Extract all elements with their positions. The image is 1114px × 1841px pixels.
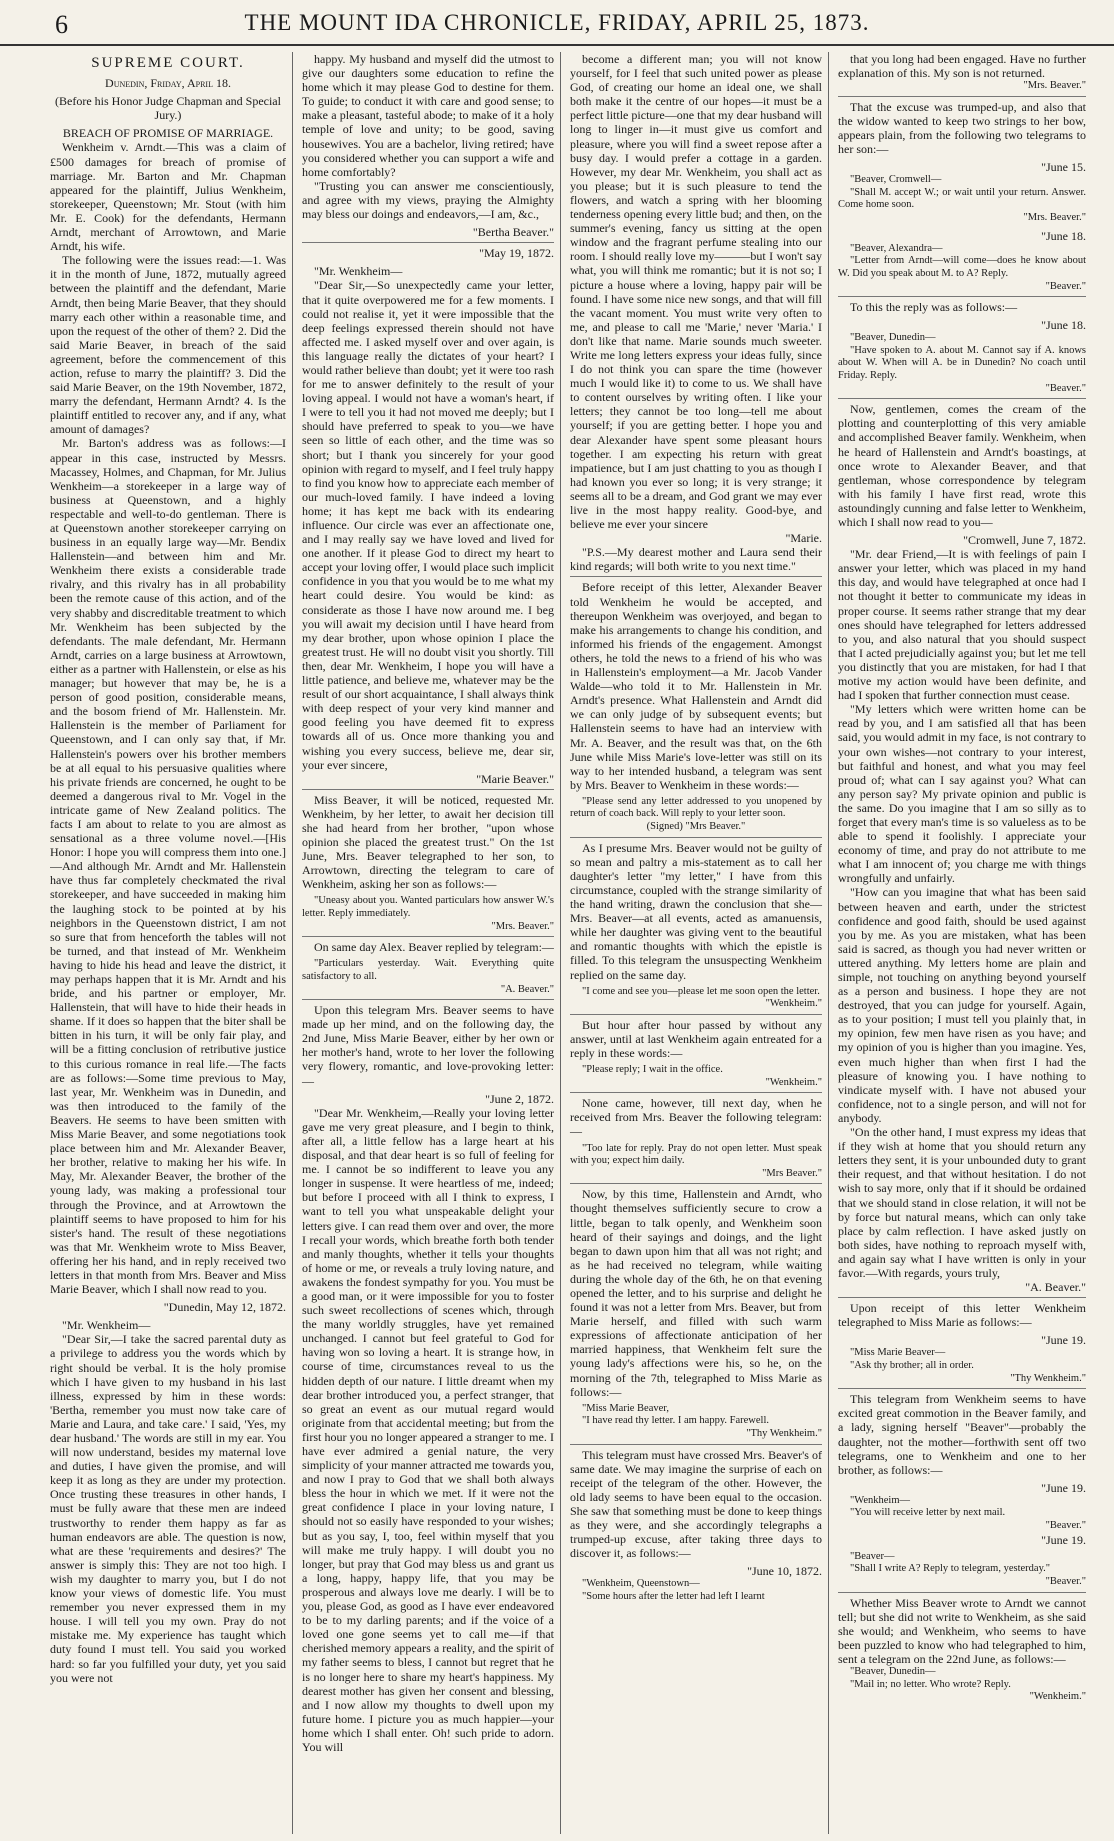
paragraph: "June 2, 1872. xyxy=(485,1091,554,1106)
paragraph: "Bertha Beaver." xyxy=(472,225,554,240)
paragraph: On same day Alex. Beaver replied by telegram:— xyxy=(302,936,554,954)
paragraph: "Uneasy about you. Wanted particulars how answer W.'s letter. Reply immediately. xyxy=(302,895,554,920)
paragraph: "June 19. xyxy=(1041,1532,1086,1547)
paragraph: "June 18. xyxy=(1041,318,1086,333)
column-2 xyxy=(298,52,561,1834)
paragraph: "Beaver, Cromwell— xyxy=(850,174,942,186)
paragraph: "Mrs Beaver." xyxy=(762,1167,822,1179)
paragraph: This telegram from Wenkheim seems to have excited great commotion in the Beaver family, and a lady, signing herself "Beaver"—probably the daughter, not the mother—forthwith sent off two telegrams, one to Wenkheim and one to her brother, as follows:— xyxy=(838,1388,1086,1477)
paragraph: "Some hours after the letter had left I learnt xyxy=(582,1590,765,1602)
paragraph: Now, gentlemen, comes the cream of the plotting and counterplotting of this very amiable and accomplished Beaver family. Wenkheim, when he heard of Hallenstein and Arndt's boastings, at once wrote to Alexander Beaver, and that gentleman, whose correspondence by telegram with his family I have first read, wrote this astoundingly cunning and false letter to Wenkheim, which I shall now read to you— xyxy=(838,398,1086,529)
paragraph: Upon receipt of this letter Wenkheim telegraphed to Miss Marie as follows:— xyxy=(838,1297,1086,1329)
paragraph: "Beaver, Dunedin— xyxy=(850,1666,936,1677)
paragraph: "Letter from Arndt—will come—does he know about W. Did you speak about M. to A? Reply. xyxy=(838,255,1086,279)
paragraph: "Please send any letter addressed to you unopened by return of coach back. Will reply to your letter soon. xyxy=(570,795,822,820)
paragraph: "Have spoken to A. about M. Cannot say if A. knows about W. When will A. be in Dunedin? No coach until Friday. Reply. xyxy=(838,344,1086,382)
paragraph: None came, however, till next day, when he received from Mrs. Beaver the following telegram:— xyxy=(570,1092,822,1138)
paragraph: Now, by this time, Hallenstein and Arndt, who thought themselves sufficiently secure to crow a little, began to talk openly, and Wenkheim soon heard of their sayings and doings, and the light began to dawn upon him that all was not right; and as he had received no telegram, while waiting during the whole day of the 6th, he on that evening opened the letter, and to his surprise and delight he found it was not a letter from Mrs. Beaver, but from Marie herself, and filled with such warm expressions of affectionate anticipation of her married happiness, that Wenkheim felt sure the young lady's affections were his, so he, on the morning of the 7th, telegraphed to Miss Marie as follows:— xyxy=(570,1183,822,1398)
paragraph: "Beaver, Alexandra— xyxy=(850,242,943,254)
paragraph: "Dunedin, May 12, 1872. xyxy=(163,1300,286,1315)
paragraph: "Beaver." xyxy=(1045,1575,1086,1587)
paragraph: Whether Miss Beaver wrote to Arndt we cannot tell; but she did not write to Wenkheim, as she said she would; and Wenkheim, who seems to have been puzzled to know who had telegraphed to him, sent a telegram on the 22nd June, as follows:— xyxy=(838,1592,1086,1666)
paragraph: "Thy Wenkheim." xyxy=(1010,1372,1086,1384)
masthead-bar xyxy=(0,0,1114,46)
paragraph: "Mail in; no letter. Who wrote? Reply. xyxy=(850,1678,1011,1690)
paragraph: "Marie Beaver." xyxy=(476,771,554,786)
column-1 xyxy=(50,52,293,1834)
paragraph: "Wenkheim." xyxy=(765,1076,822,1088)
paragraph: that you long had been engaged. Have no further explanation of this. My son is not returned. xyxy=(838,52,1086,81)
paragraph: But hour after hour passed by without any answer, until at last Wenkheim again entreated for a reply in these words:— xyxy=(570,1014,822,1060)
page-number: 6 xyxy=(55,10,68,39)
paragraph: To this the reply was as follows:— xyxy=(838,296,1086,314)
paragraph: "A. Beaver." xyxy=(500,983,554,995)
section-heading: SUPREME COURT. xyxy=(91,55,245,71)
paragraph: "Dear Sir,—So unexpectedly came your letter, that it quite overpowered me for a few moments. I could not realise it, yet it were impossible that the deep feelings expressed therein should not have affected me. I asked myself over and over again, is this language really the dictates of your heart? I would rather believe than doubt; yet it were too rash for me to answer definitely to the result of your loving appeal. I would not have a woman's heart, if I were to tell you it had not moved me deeply; but I should have preferred to speak to you—we have seen so little of each other, and the time was so short; but I thank you sincerely for your good opinion with regard to myself, and I feel truly happy to find you know how to appreciate each member of our much-loved family. I have indeed a loving home; it has kept me back with its endearing influence. Our circle was ever an affectionate one, and I may really say we have loved and lived for one another. If it please God to direct my heart to accept your loving offer, I would place such implicit confidence in you that you would be to me what my heart could desire. You would be kind: as considerate as those I have now around me. I beg you will await my decision until I have heard from my dear brother, upon whose opinion I place the greatest trust. He will no doubt visit you shortly. Till then, dear Mr. Wenkheim, I hope you will have a little patience, and believe me, whatever may be the result of our short acquaintance, I shall always think with deep respect of your very kind manner and good feeling you have deemed fit to express towards all of us. Once more thanking you and wishing you every success, believe me, dear sir, your ever sincere, xyxy=(302,278,554,772)
paragraph: "How can you imagine that what has been said between heaven and earth, under the strictest confidence and good faith, should be used against you by me. As you are mistaken, what has been said is sacred, as though you had never written or uttered anything. My letters home are plain and simple, not touching on anything beyond yourself as a person and business. I hope they are not destroyed, that you can judge for yourself. Again, as to your position; I must tell you plainly that, in my opinion, few men have risen as you have; and my opinion of you is higher than you imagine. Yes, even much higher than when first I had the pleasure of knowing you. I have nothing to vindicate myself with. I have not abused your confidence, not to a single person, and will not for anybody. xyxy=(838,885,1086,1125)
paragraph: "Beaver." xyxy=(1045,1520,1086,1532)
paragraph: (Signed) "Mrs Beaver." xyxy=(646,821,746,833)
paragraph: "Wenkheim— xyxy=(850,1494,911,1506)
paragraph: "Mr. Wenkheim— xyxy=(314,264,403,279)
paragraph: As I presume Mrs. Beaver would not be guilty of so mean and paltry a mis-statement as to call her daughter's letter "my letter," I have from this circumstance, coupled with the strange similarity of the hand writing, drawn the conclusion that she—Mrs. Beaver—at all events, acted as amanuensis, while her daughter was giving vent to the beautiful and romantic thoughts with which the epistle is filled. To this telegram the unsuspecting Wenkheim replied on the same day. xyxy=(570,837,822,982)
paragraph: Wenkheim v. Arndt.—This was a claim of £500 damages for breach of promise of marriage. Mr. Barton and Mr. Chapman appeared for the plaintiff, Julius Wenkheim, storekeeper, Queenstown; Mr. Stout (with him Mr. E. Cook) for the defendants, Hermann Arndt, merchant of Arrowtown, and Marie Arndt, his wife. xyxy=(50,140,286,254)
paragraph: This telegram must have crossed Mrs. Beaver's of same date. We may imagine the surprise of each on receipt of the telegram of the other. However, the old lady seems to have been equal to the occasion. She saw that something must be done to keep things as they were, and she accordingly telegraphs a trumped-up excuse, after taking three days to discover it, as follows:— xyxy=(570,1444,822,1561)
paragraph: "Wenkheim, Queenstown— xyxy=(582,1578,700,1590)
paragraph: (Before his Honor Judge Chapman and Special Jury.) xyxy=(55,94,281,123)
paragraph: "June 10, 1872. xyxy=(747,1564,822,1579)
paragraph: "June 19. xyxy=(1041,1333,1086,1348)
paragraph: "June 19. xyxy=(1041,1480,1086,1495)
paragraph: "Dear Mr. Wenkheim,—Really your loving letter gave me very great pleasure, and I begin to think, after all, a little fellow has a large heart at his disposal, and that dear heart is so full of feeling for me. I cannot be so indifferent to leave you any longer in suspense. It were heartless of me, indeed; but before I proceed with all I think to express, I want to tell you what unspeakable delight your letters give. I can read them over and over, the more I recall your words, which breathe forth both tender and manly thoughts, whether it tells your thoughts of home or me, or reveals a truly loving nature, and awakens the fondest sympathy for you. You must be a good man, or it were impossible for you to foster such sweet recollections of scenes which, through the many worldly struggles, have yet remained unchanged. I cannot but feel grateful to God for having won so loving a heart. It is strange how, in course of time, circumstances reveal to us the hidden depth of our nature. I little dreamt when my dear brother introduced you, a perfect stranger, that so great an event as our mutual regard would originate from that accidental meeting; but from the first hour you no longer appeared a stranger to me. I have ever admired a genial nature, the very simplicity of your manner attracted me towards you, and now I pray to God that we shall both always bless the hour in which we met. If it were not the great confidence I place in your loving nature, I should not so easily have responded to your wishes; but as you say, I, too, feel within myself that you will make me truly happy. I will doubt you no longer, but pray that God may bless us and grant us a long, happy, happy life, that you may be prosperous and always love me dearly. I will be to you, please God, as good as I have ever endeavored to be to my darling parents; and if the voice of a loved one gone seems yet to call me—if that cherished memory appears a reality, and the spirit of my father seems to bless, I cannot but regret that he is no longer here to share my heart's happiness. My dearest mother has given her consent and blessing, and I now allow my thoughts to dwell upon my future home. I picture you as much happier—your home which I shall enter. Oh! such pride to adorn. You will xyxy=(302,1105,554,1754)
paragraph: "Dear Sir,—I take the sacred parental duty as a privilege to address you the words which by right should be verbal. It is the holy promise which I have given to my husband in his last illness, expressed by him in these words: 'Bertha, remember you must now take care of Marie and Laura, and take care.' I said, 'Yes, my dear husband.' The words are still in my ear. You will now understand, besides my maternal love and duties, I have given the promise, and will keep it as long as they are under my protection. Once trusting these treasures in other hands, I must be fully aware that these men are indeed trustworthy to render them happy as far as human endeavors are able. The question is now, what are these 'requirements and desires?' The answer is simply this: They are not too high. I wish my daughter to marry you, but I do not know your views of domestic life. You must remember you never expressed them in my house. I will tell you my own. Pray do not mistake me. My experience has taught which duty found I must tell. You said you worked hard: so far you fulfilled your duty, yet you said you were not xyxy=(50,1332,286,1685)
paragraph: "A. Beaver." xyxy=(1025,1280,1086,1295)
paragraph: "Particulars yesterday. Wait. Everything quite satisfactory to all. xyxy=(302,958,554,982)
column-3 xyxy=(566,52,829,1834)
paragraph: "Wenkheim." xyxy=(765,998,822,1010)
paragraph: BREACH OF PROMISE OF MARRIAGE. xyxy=(62,126,274,141)
paragraph: Before receipt of this letter, Alexander Beaver told Wenkheim he would be accepted, and thereupon Wenkheim was overjoyed, and began to make his arrangements to change his condition, and informed his friends of the engagement. Amongst others, he told the news to a friend of his who was in Hallenstein's employment—a Mr. Jacob Vander Walde—who told it to Mr. Hallenstein in Mr. Arndt's presence. What Hallenstein and Arndt did we can only judge of by subsequent events; but Hallenstein seems to have had an interview with Mr. A. Beaver, and the result was that, on the 6th June while Miss Marie's love-letter was still on its way to her intended husband, a telegram was sent by Mrs. Beaver to Wenkheim in these words:— xyxy=(570,576,822,791)
paragraph: "June 15. xyxy=(1041,160,1086,175)
paragraph: "Shall I write A? Reply to telegram, yesterday." xyxy=(850,1563,1051,1575)
paragraph: Mr. Barton's address was as follows:—I appear in this case, instructed by Messrs. Macassey, Holmes, and Chapman, for Mr. Julius Wenkheim—a storekeeper in a large way of business at Queenstown, and a highly respectable and well-to-do gentleman. There is at Queenstown another storekeeper carrying on business in an equally large way—Mr. Bendix Hallenstein—and between him and Mr. Wenkheim there exists a considerable trade rivalry, and this rivalry has in all probability been the remote cause of this action, and of the very shabby and discreditable treatment to which Mr. Wenkheim has been subjected by the defendants. The male defendant, Mr. Hermann Arndt, carries on a large business at Arrowtown, either as a partner with Hallenstein, or else as his manager; but however that may be, he is a person of good position, considerable means, and the bosom friend of Mr. Hallenstein. Mr. Hallenstein is the member of Parliament for Queenstown, and I can only say that, if Mr. Hallenstein's powers over his brother members be at all equal to his persuasive qualities where his private friends are concerned, he ought to be deemed a dangerous rival to Mr. Vogel in the intricate game of New Zealand politics. The facts I am about to relate to you are almost as sensational as a three volume novel.—[His Honor: I hope you will compress them into one.]—And although Mr. Arndt and Mr. Hallenstein have thus far completely checkmated the rival storekeeper, and have succeeded in making him the laughing stock to be pointed at by his neighbors in the Queenstown district, I am not so sure that from henceforth the tables will not be turned, and that instead of Mr. Wenkheim having to hide his head and leave the district, it may perhaps happen that it is Mr. Arndt and his bride, and his partner or employer, Mr. Hallenstein, that will have to hide their heads in shame. If it does so happen that the biter shall be bitten in his turn, it will be only fair play, and will be a fitting conclusion of retributive justice to this curious romance in real life.—The facts are as follows:—Some time previous to May, last year, Mr. Wenkheim was in Dunedin, and was then introduced to the family of the Beavers. He seems to have been smitten with Miss Marie Beaver, and some negotiations took place between him and Mr. Alexander Beaver, her brother, relative to making her his wife. In May, Mr. Alexander Beaver, the brother of the young lady, was making a professional tour through the Province, and at Arrowtown the plaintiff seems to have proposed to him for his sister's hand. The result of these negotiations was that Mr. Wenkheim wrote to Miss Beaver, offering her his hand, and in reply received two letters in that month from Mrs. Beaver and Miss Marie Beaver, which I shall now read to you. xyxy=(50,436,286,1297)
paragraph: Upon this telegram Mrs. Beaver seems to have made up her mind, and on the following day, the 2nd June, Miss Marie Beaver, either by her own or her mother's hand, wrote to her lover the following very flowery, romantic, and love-provoking letter:— xyxy=(302,999,554,1088)
paragraph: "On the other hand, I must express my ideas that if they wish at home that you should return any letters they sent, it is your unbounded duty to grant their request, and that without hesitation. I do not wish to say more, only that if it should be ordained that we should stand in close relation, it will not be by force but natural means, which can only take place by calm reflection. I have asked justly on both sides, have nothing to reproach myself with, and again say what I have written is only in your favor.—With regards, yours truly, xyxy=(838,1125,1086,1280)
paragraph: happy. My husband and myself did the utmost to give our daughters some education to refine the home which it may please God to destine for them. To guide; to conduct it with care and good sense; to make a pleasant, tasteful abode; to make of it a holy temple of love and unity; to be good, saving housewives. You are a bachelor, living retired; have you considered whether you can support a wife and home comfortably? xyxy=(302,52,554,179)
paragraph: "Thy Wenkheim." xyxy=(746,1427,822,1439)
paragraph: "My letters which were written home can be read by you, and I am satisfied all that has been said, you would admit in my face, is not contrary to your own wishes—not contrary to your interest, but faithful and honest, and what you may feel proud of; what can I say against you? What can any person say? My private opinion and public is the same. Do you imagine that I am so silly as to forget that every man's time is so valueless as to be able to spend it foolishly. I appreciate your economy of time, and pray do not attribute to me what I am innocent of; you charge me with things wrongfully and unfairly. xyxy=(838,702,1086,886)
paragraph: "Mr. Wenkheim— xyxy=(62,1318,151,1333)
paragraph: "June 18. xyxy=(1041,228,1086,243)
paragraph: "I have read thy letter. I am happy. Farewell. xyxy=(582,1415,769,1427)
paragraph: "You will receive letter by next mail. xyxy=(850,1507,1006,1519)
paragraph: "Beaver— xyxy=(850,1550,895,1562)
paragraph: "Ask thy brother; all in order. xyxy=(850,1360,974,1372)
paragraph: "Shall M. accept W.; or wait until your return. Answer. Come home soon. xyxy=(838,186,1086,211)
paragraph: Miss Beaver, it will be noticed, requested Mr. Wenkheim, by her letter, to await her decision till she had heard from her brother, "upon whose opinion she placed the greatest trust." On the 1st June, Mrs. Beaver telegraphed to her son, to Arrowtown, directing the telegram to care of Wenkheim, asking her son as follows:— xyxy=(302,789,554,892)
paragraph: "Miss Marie Beaver, xyxy=(582,1402,669,1414)
masthead-title: THE MOUNT IDA CHRONICLE, FRIDAY, APRIL 25, 1873. xyxy=(244,10,870,35)
paragraph: "Mrs. Beaver." xyxy=(1023,212,1086,224)
paragraph: "Mr. dear Friend,—It is with feelings of pain I answer your letter, which was placed in my hand this day, and would have telegraphed at once had I not thought it better to communicate my ideas in proper course. It seems rather strange that my dear ones should have telegraphed for letters addressed to you, and also natural that you should suspect that I acted prejudicially against you; but let me tell you distinctly that you are mistaken, for had I that motive my action would have been definite, and had I spoken that further connection must cease. xyxy=(838,547,1086,703)
paragraph: "Mrs. Beaver." xyxy=(1023,80,1086,92)
paragraph: "Beaver, Dunedin— xyxy=(850,332,936,344)
paragraph: "Beaver." xyxy=(1045,280,1086,292)
paragraph: "Beaver." xyxy=(1045,382,1086,394)
paragraph: "Wenkheim." xyxy=(1029,1691,1086,1703)
paragraph: "Miss Marie Beaver— xyxy=(850,1347,946,1359)
paragraph: "Cromwell, June 7, 1872. xyxy=(963,533,1086,548)
paragraph: "Please reply; I wait in the office. xyxy=(582,1064,723,1076)
paragraph: "Trusting you can answer me conscientiously, and agree with my views, praying the Almighty may bless our doings and endeavors,—I am, &c., xyxy=(302,178,554,222)
paragraph: Dunedin, Friday, April 18. xyxy=(105,76,231,91)
paragraph: "Too late for reply. Pray do not open letter. Must speak with you; expect him daily. xyxy=(570,1142,822,1167)
paragraph: That the excuse was trumped-up, and also that the widow wanted to keep two strings to her bow, appears plain, from the following two telegrams to her son:— xyxy=(838,96,1086,156)
paragraph: "I come and see you—please let me soon open the letter. xyxy=(582,985,820,997)
paragraph: The following were the issues read:—1. Was it in the month of June, 1872, mutually agreed between the plaintiff and the defendant, Marie Arndt, then being Marie Beaver, that they should marry each other within a reasonable time, and upon the request of the other of them? 2. Did the said Marie Beaver, in breach of the said agreement, before the commencement of this action, refuse to marry the plaintiff? 3. Did the said Marie Beaver, on the 19th November, 1872, marry the defendant, Hermann Arndt? 4. Is the plaintiff entitled to recover any, and if any, what amount of damages? xyxy=(50,253,286,437)
paragraph: "May 19, 1872. xyxy=(302,242,554,260)
column-4 xyxy=(834,52,1092,1834)
paragraph: "P.S.—My dearest mother and Laura send their kind regards; will both write to you next time." xyxy=(570,545,822,574)
paragraph: "Mrs. Beaver." xyxy=(491,920,554,932)
paragraph: become a different man; you will not know yourself, for I feel that such united power as please God, of creating our home an ideal one, we shall both make it the centre of our hopes—it must be a perfect little picture—one that my dear husband will long to linger in—it must give us comfort and pleasure, where you will find a sweet repose after a busy day. I would prefer a cottage in a garden. However, my dear Mr. Wenkheim, you shall act as you please; but it is such pleasure to tend the flowers, and watch a spring with her blooming tenderness opening every little bud; and then, on the summer's evening, fancy us sitting at the open window and the fragrant perfume stealing into our room. I should really love my———but I won't say what, you will think me romantic; but it is not so; I picture a house where a loving, happy pair will be found. I have some nice new songs, and that will fill the vacant moment. You must write very often to me, and please to call me 'Marie,' never 'Maria.' I don't like that name. Marie sounds much sweeter. Write me long letters express your ideas fully, since I do not think you can spare the time (however much I would like it) to come to us. We shall have to content ourselves by writing often. I like your letters; they cannot be too long—tell me about yourself; if you are getting better. I hope you and dear Alexander have spent some pleasant hours together. I am expecting his return with great impatience, but I am just chatting to you as though I had known you ever so long; it is very strange; it seems all to be a dream, and God grant we may ever live in the most happy reality. Good-bye, and believe me ever your sincere xyxy=(570,52,822,532)
paragraph: "Marie. xyxy=(785,531,822,546)
